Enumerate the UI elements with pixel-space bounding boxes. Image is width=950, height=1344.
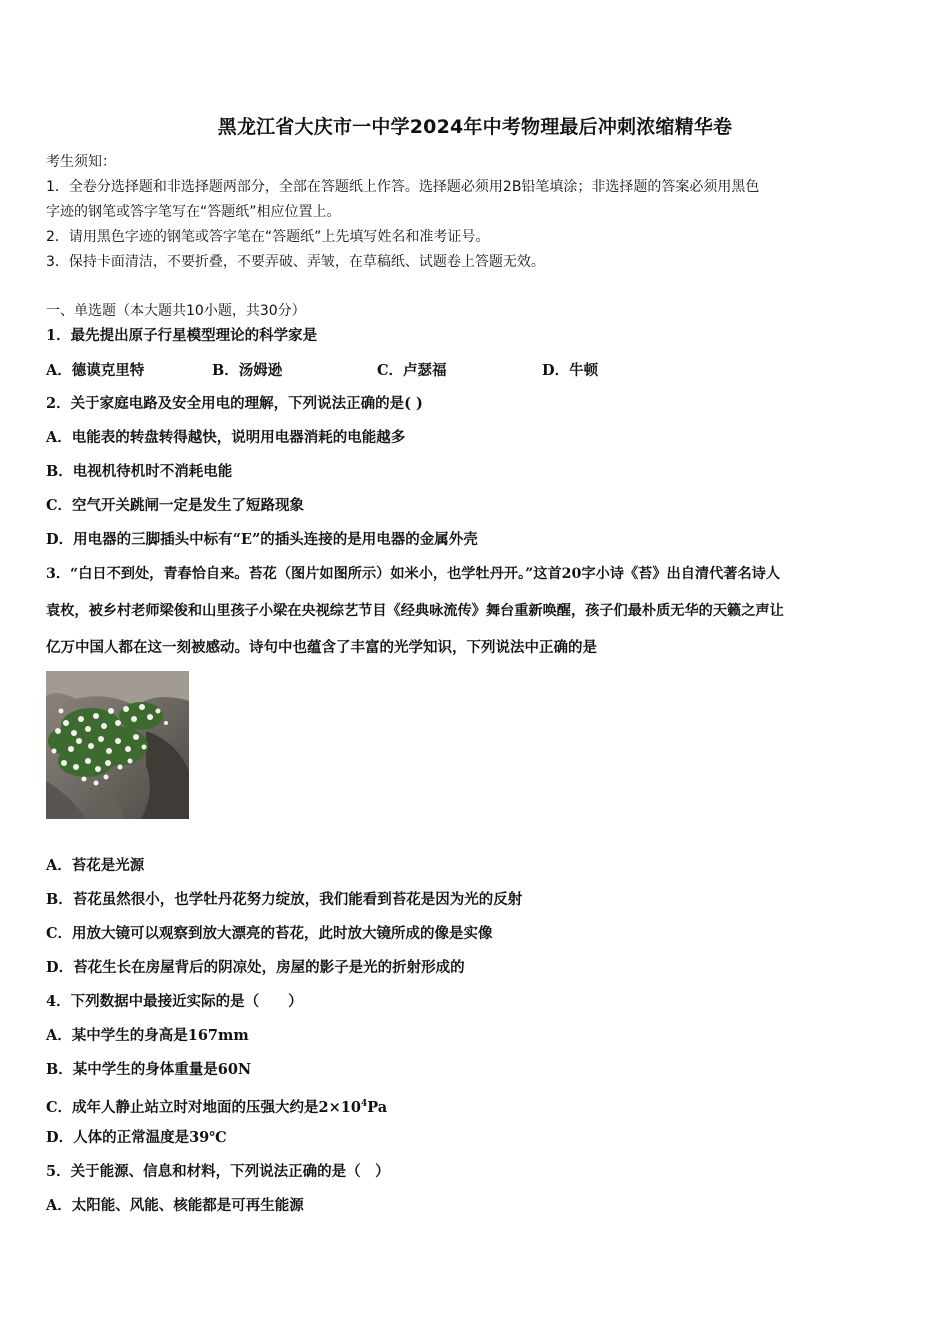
notice-heading: 考生须知： bbox=[46, 154, 116, 170]
q3-stem-line-1: 3．“白日不到处，青春恰自来。苔花（图片如图所示）如米小，也学牡丹开。”这首20字小诗《苔》出自清代著名诗人 bbox=[46, 566, 781, 582]
moss-flower-image bbox=[46, 671, 189, 819]
q2-option-b: B．电视机待机时不消耗电能 bbox=[46, 463, 233, 480]
q3-option-b: B．苔花虽然很小，也学牡丹花努力绽放，我们能看到苔花是因为光的反射 bbox=[46, 891, 523, 908]
q3-option-c: C．用放大镜可以观察到放大漂亮的苔花，此时放大镜所成的像是实像 bbox=[46, 925, 493, 942]
q3-stem-line-2: 袁枚，被乡村老师梁俊和山里孩子小梁在央视综艺节目《经典咏流传》舞台重新唤醒，孩子们最朴质无华的天籁之声让 bbox=[46, 603, 784, 619]
q5-stem: 5．关于能源、信息和材料，下列说法正确的是（ ） bbox=[46, 1163, 390, 1180]
q1-option-d: D．牛顿 bbox=[542, 362, 599, 379]
q5-option-a: A．太阳能、风能、核能都是可再生能源 bbox=[46, 1197, 304, 1214]
q1-option-c: C．卢瑟福 bbox=[377, 362, 447, 379]
q4-option-c-unit: Pa bbox=[367, 1098, 388, 1116]
q4-option-c bbox=[46, 1094, 387, 1118]
notice-line-1a: 1．全卷分选择题和非选择题两部分，全部在答题纸上作答。选择题必须用2B铅笔填涂；非选择题的答案必须用黑色 bbox=[46, 179, 760, 195]
q4-option-c-text: C．成年人静止站立时对地面的压强大约是2×10 bbox=[46, 1098, 361, 1116]
q1-option-a: A．德谟克里特 bbox=[46, 362, 145, 379]
moss-flower-photo bbox=[46, 671, 189, 819]
q3-option-d: D．苔花生长在房屋背后的阴凉处，房屋的影子是光的折射形成的 bbox=[46, 959, 465, 976]
q2-option-a: A．电能表的转盘转得越快，说明用电器消耗的电能越多 bbox=[46, 429, 406, 446]
q4-option-d: D．人体的正常温度是39℃ bbox=[46, 1129, 227, 1146]
q3-stem-line-3: 亿万中国人都在这一刻被感动。诗句中也蕴含了丰富的光学知识，下列说法中正确的是 bbox=[46, 639, 597, 656]
section-heading: 一、单选题（本大题共10小题，共30分） bbox=[46, 303, 306, 319]
q4-option-a: A．某中学生的身高是167mm bbox=[46, 1027, 249, 1044]
q4-option-b: B．某中学生的身体重量是60N bbox=[46, 1061, 252, 1078]
q1-option-b: B．汤姆逊 bbox=[212, 362, 283, 379]
notice-line-3: 3．保持卡面清洁，不要折叠，不要弄破、弄皱，在草稿纸、试题卷上答题无效。 bbox=[46, 254, 545, 270]
q3-option-a: A．苔花是光源 bbox=[46, 857, 145, 874]
notice-line-1b: 字迹的钢笔或答字笔写在“答题纸”相应位置上。 bbox=[46, 204, 341, 220]
q2-option-d: D．用电器的三脚插头中标有“E”的插头连接的是用电器的金属外壳 bbox=[46, 531, 478, 548]
q2-stem: 2．关于家庭电路及安全用电的理解，下列说法正确的是( ) bbox=[46, 395, 423, 412]
q2-option-c: C．空气开关跳闸一定是发生了短路现象 bbox=[46, 497, 305, 514]
notice-line-2: 2．请用黑色字迹的钢笔或答字笔在“答题纸”上先填写姓名和准考证号。 bbox=[46, 229, 490, 245]
q1-options bbox=[46, 359, 646, 379]
q4-option-c-exponent: 4 bbox=[360, 1099, 368, 1109]
q4-stem: 4．下列数据中最接近实际的是（ ） bbox=[46, 993, 303, 1010]
page-title: 黑龙江省大庆市一中学2024年中考物理最后冲刺浓缩精华卷 bbox=[217, 116, 733, 138]
q1-stem: 1．最先提出原子行星模型理论的科学家是 bbox=[46, 327, 318, 344]
